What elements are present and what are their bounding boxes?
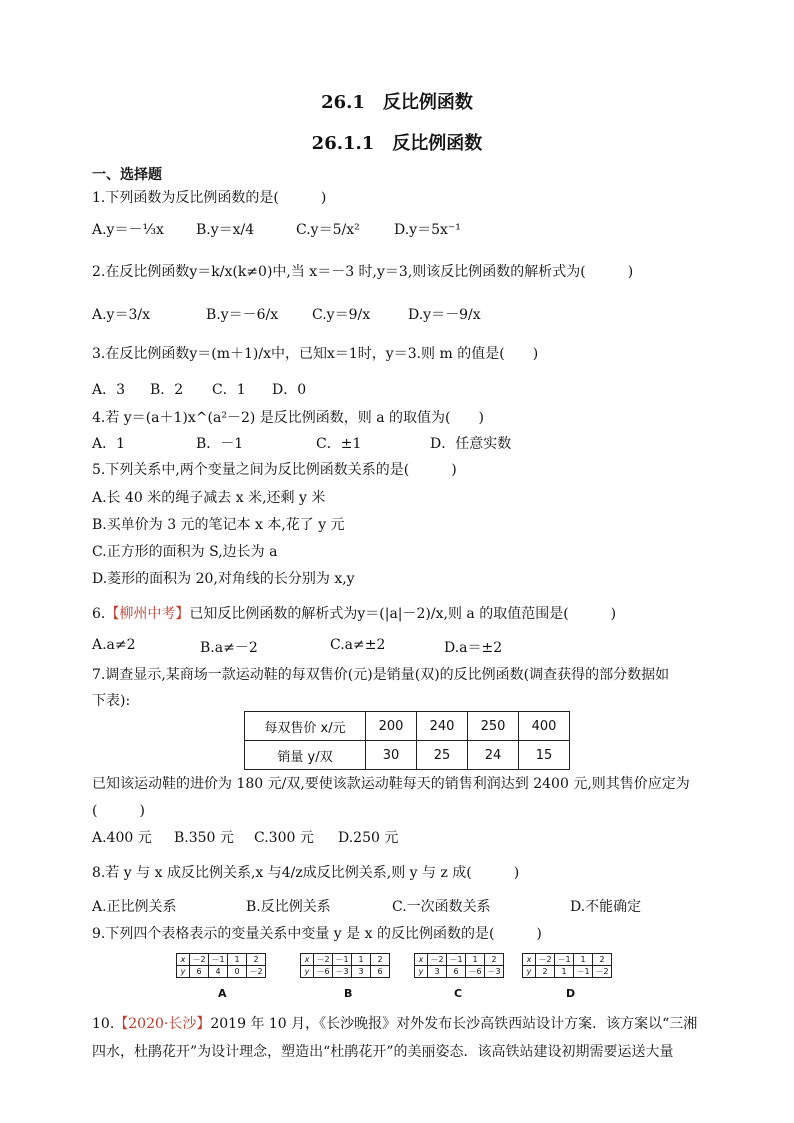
x-label: x bbox=[301, 954, 314, 966]
question-4: 4.若 y＝(a＋1)x^(a²－2) 是反比例函数，则 a 的取值为( ) bbox=[92, 410, 484, 426]
question-10-line1 bbox=[92, 1013, 697, 1033]
q4-option-d: D．任意实数 bbox=[430, 436, 512, 452]
q10-text: 2019 年 10 月，《长沙晚报》对外发布长沙高铁西站设计方案．该方案以“三湘 bbox=[210, 1016, 698, 1032]
table-cell: 6 bbox=[190, 966, 209, 978]
q8-option-b: B.反比例关系 bbox=[246, 899, 331, 915]
q10-source-tag: 【2020·长沙】 bbox=[114, 1016, 211, 1032]
q9-table-a bbox=[176, 953, 266, 978]
question-9: 9.下列四个表格表示的变量关系中变量 y 是 x 的反比例函数的是( ) bbox=[92, 926, 542, 942]
q9-table-d bbox=[522, 953, 612, 978]
table-cell: 2 bbox=[371, 954, 390, 966]
q3-option-b: B．2 bbox=[150, 382, 184, 398]
table-cell: －1 bbox=[574, 966, 593, 978]
question-2: 2.在反比例函数y＝k/x(k≠0)中,当 x＝－3 时,y＝3,则该反比例函数的解析式为( ) bbox=[92, 264, 634, 280]
q8-option-a: A.正比例关系 bbox=[92, 899, 177, 915]
q3-option-c: C．1 bbox=[212, 382, 246, 398]
q4-option-b: B．－1 bbox=[196, 436, 244, 452]
q2-option-a: A.y＝3/x bbox=[92, 307, 150, 323]
question-7-line1: 7.调查显示,某商场一款运动鞋的每双售价(元)是销量(双)的反比例函数(调查获得的部分数据如 bbox=[92, 667, 670, 683]
q1-option-a: A.y＝－⅓x bbox=[92, 222, 164, 238]
table-cell: 3 bbox=[352, 966, 371, 978]
q9-label-c: C bbox=[454, 987, 463, 1000]
table-cell: －6 bbox=[314, 966, 333, 978]
q9-table-c bbox=[414, 953, 504, 978]
table-cell: 24 bbox=[468, 741, 519, 770]
table-cell: 30 bbox=[366, 741, 417, 770]
q6-source-tag: 【柳州中考】 bbox=[105, 606, 190, 622]
question-7-after1: 已知该运动鞋的进价为 180 元/双,要使该款运动鞋每天的销售利润达到 2400 元,则其售价应定为 bbox=[92, 776, 690, 792]
q9-label-a: A bbox=[218, 987, 227, 1000]
table-row bbox=[245, 741, 570, 770]
table-cell: 1 bbox=[466, 954, 485, 966]
x-label: x bbox=[177, 954, 190, 966]
table-cell: 250 bbox=[468, 712, 519, 741]
x-label: x bbox=[523, 954, 536, 966]
table-cell: 15 bbox=[519, 741, 570, 770]
y-label: y bbox=[301, 966, 314, 978]
table-cell: 200 bbox=[366, 712, 417, 741]
table-cell: 400 bbox=[519, 712, 570, 741]
table-cell: 3 bbox=[428, 966, 447, 978]
q7-option-d: D.250 元 bbox=[338, 830, 399, 846]
q2-option-c: C.y＝9/x bbox=[312, 307, 371, 323]
q1-option-d: D.y＝5x⁻¹ bbox=[394, 222, 461, 238]
table-cell: 1 bbox=[352, 954, 371, 966]
y-label: y bbox=[523, 966, 536, 978]
q6-option-c: C.a≠±2 bbox=[330, 637, 386, 653]
table-cell: －6 bbox=[466, 966, 485, 978]
q9-label-b: B bbox=[344, 987, 353, 1000]
table-cell: 240 bbox=[417, 712, 468, 741]
table-cell: 1 bbox=[555, 966, 574, 978]
page-title: 26.1 反比例函数 bbox=[321, 92, 473, 113]
q7-option-a: A.400 元 bbox=[92, 830, 152, 846]
table-cell: 2 bbox=[593, 954, 612, 966]
q9-label-d: D bbox=[566, 987, 576, 1000]
table-cell: －2 bbox=[247, 966, 266, 978]
q5-option-c: C.正方形的面积为 S,边长为 a bbox=[92, 544, 278, 560]
table-cell: 1 bbox=[574, 954, 593, 966]
table-cell: 4 bbox=[209, 966, 228, 978]
y-label: y bbox=[415, 966, 428, 978]
q3-option-d: D．0 bbox=[272, 382, 307, 398]
table-cell: －2 bbox=[314, 954, 333, 966]
table-cell: 6 bbox=[371, 966, 390, 978]
q7-option-b: B.350 元 bbox=[174, 830, 234, 846]
table-cell: －1 bbox=[447, 954, 466, 966]
question-7-after2: ( ) bbox=[92, 803, 145, 819]
q5-option-a: A.长 40 米的绳子减去 x 米,还剩 y 米 bbox=[92, 490, 326, 506]
question-6 bbox=[92, 603, 616, 623]
table-cell: －1 bbox=[209, 954, 228, 966]
table-row bbox=[245, 712, 570, 741]
table-cell: －1 bbox=[555, 954, 574, 966]
table-cell: 25 bbox=[417, 741, 468, 770]
q7-data-table bbox=[244, 711, 570, 770]
q6-option-a: A.a≠2 bbox=[92, 637, 136, 653]
table-cell: －2 bbox=[428, 954, 447, 966]
question-8: 8.若 y 与 x 成反比例关系,x 与4/z成反比例关系,则 y 与 z 成( ) bbox=[92, 865, 520, 881]
q6-stem: 已知反比例函数的解析式为y＝(|a|－2)/x,则 a 的取值范围是( ) bbox=[189, 606, 617, 622]
q6-option-d: D.a＝±2 bbox=[444, 640, 503, 656]
q3-option-a: A．3 bbox=[92, 382, 126, 398]
table-cell: －3 bbox=[333, 966, 352, 978]
table-cell: 6 bbox=[447, 966, 466, 978]
q1-option-b: B.y＝x/4 bbox=[196, 222, 255, 238]
q4-option-c: C．±1 bbox=[316, 436, 362, 452]
table-head-price: 每双售价 x/元 bbox=[245, 712, 366, 741]
q6-number: 6. bbox=[92, 606, 106, 622]
table-cell: 2 bbox=[247, 954, 266, 966]
table-cell: －2 bbox=[593, 966, 612, 978]
page-subtitle: 26.1.1 反比例函数 bbox=[311, 133, 483, 154]
question-10-line2: 四水，杜鹃花开”为设计理念，塑造出“杜鹃花开”的美丽姿态．该高铁站建设初期需要运送大量 bbox=[92, 1044, 674, 1060]
table-cell: －3 bbox=[485, 966, 504, 978]
section-heading: 一、选择题 bbox=[92, 167, 162, 183]
q5-option-b: B.买单价为 3 元的笔记本 x 本,花了 y 元 bbox=[92, 517, 345, 533]
q5-option-d: D.菱形的面积为 20,对角线的长分别为 x,y bbox=[92, 571, 355, 587]
table-cell: 1 bbox=[228, 954, 247, 966]
table-cell: －2 bbox=[536, 954, 555, 966]
q2-option-d: D.y＝－9/x bbox=[408, 307, 481, 323]
question-5: 5.下列关系中,两个变量之间为反比例函数关系的是( ) bbox=[92, 462, 457, 478]
table-cell: －1 bbox=[333, 954, 352, 966]
q2-option-b: B.y＝－6/x bbox=[206, 307, 279, 323]
x-label: x bbox=[415, 954, 428, 966]
question-7-line2: 下表): bbox=[92, 693, 131, 709]
q1-option-c: C.y＝5/x² bbox=[296, 222, 360, 238]
question-3: 3.在反比例函数y＝(m＋1)/x中，已知x＝1时，y＝3.则 m 的值是( ) bbox=[92, 346, 539, 362]
q4-option-a: A．1 bbox=[92, 436, 126, 452]
table-cell: 2 bbox=[536, 966, 555, 978]
q9-table-b bbox=[300, 953, 390, 978]
table-cell: 0 bbox=[228, 966, 247, 978]
q8-option-d: D.不能确定 bbox=[570, 899, 642, 915]
q7-option-c: C.300 元 bbox=[254, 830, 314, 846]
y-label: y bbox=[177, 966, 190, 978]
table-cell: 2 bbox=[485, 954, 504, 966]
question-1: 1.下列函数为反比例函数的是( ) bbox=[92, 190, 327, 206]
q8-option-c: C.一次函数关系 bbox=[392, 899, 491, 915]
q6-option-b: B.a≠－2 bbox=[200, 640, 258, 656]
q10-number: 10. bbox=[92, 1016, 115, 1032]
table-cell: －2 bbox=[190, 954, 209, 966]
table-head-sales: 销量 y/双 bbox=[245, 741, 366, 770]
